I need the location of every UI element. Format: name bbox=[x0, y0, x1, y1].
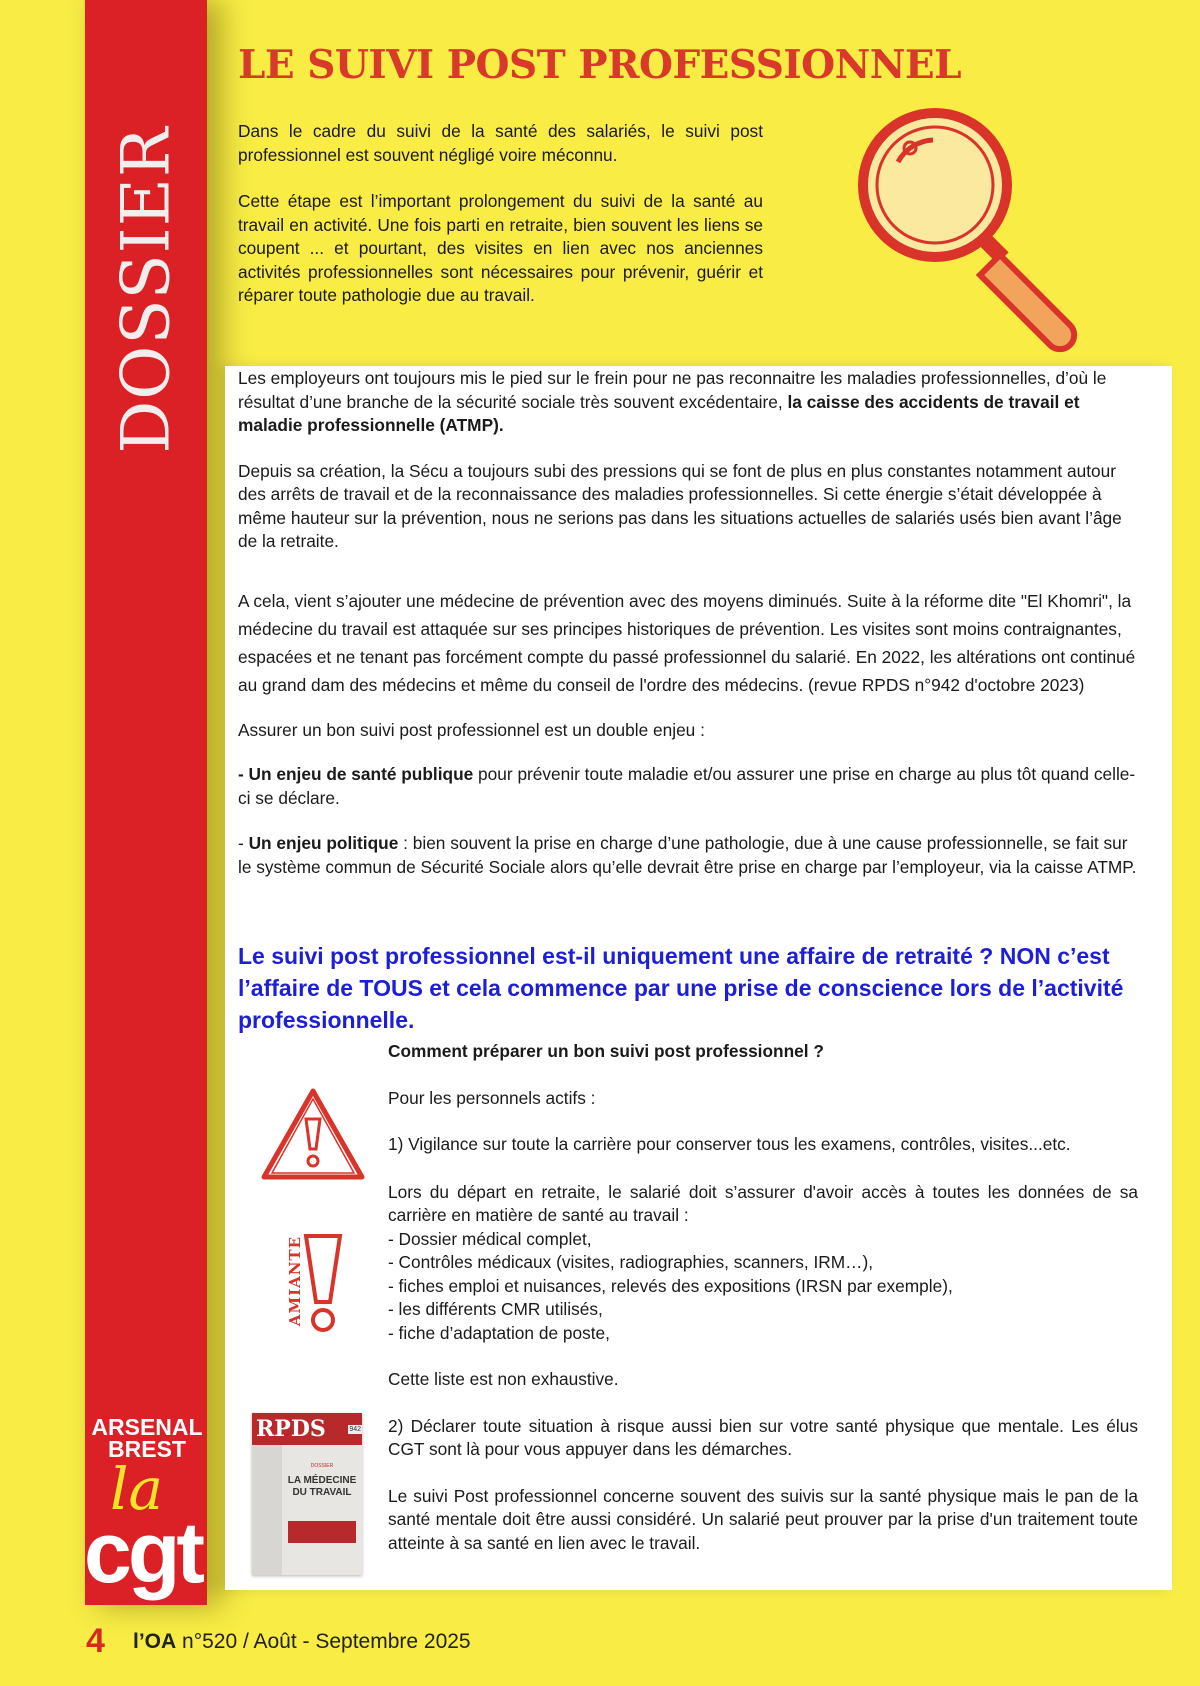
documents-list bbox=[388, 1228, 1138, 1346]
warning-triangle-icon bbox=[258, 1085, 368, 1185]
amiante-label: AMIANTE bbox=[286, 1235, 305, 1327]
logo-line2: BREST bbox=[108, 1436, 186, 1462]
intro-paragraph: Dans le cadre du suivi de la santé des salariés, le suivi post professionnel est souvent négligé voire méconnu. bbox=[238, 121, 763, 165]
how-to-section bbox=[388, 1040, 1138, 1555]
rpds-headline: LA MÉDECINE DU TRAVAIL bbox=[287, 1475, 357, 1498]
rpds-title: RPDS bbox=[256, 1416, 326, 1442]
publication-name: l’OA bbox=[133, 1630, 177, 1653]
enjeu-sante-text: pour prévenir toute maladie et/ou assurer une prise en charge au plus tôt quand celle-ci se déclare. bbox=[238, 764, 1136, 808]
footer-issue bbox=[133, 1630, 471, 1654]
closing-paragraph: Le suivi Post professionnel concerne souvent des suivis sur la santé physique mais le pan de la santé mentale doit être aussi considéré. Un salarié peut prouver par la prise d'un traitement toute atteinte à sa santé en lien avec le travail. bbox=[388, 1485, 1138, 1553]
list-item: - Contrôles médicaux (visites, radiographies, scanners, IRM…), bbox=[388, 1252, 874, 1272]
intro bbox=[238, 120, 763, 331]
paragraph: Assurer un bon suivi post professionnel est un double enjeu : bbox=[238, 719, 705, 740]
enjeu-sante-label: - Un enjeu de santé publique bbox=[238, 764, 474, 784]
item-1: 1) Vigilance sur toute la carrière pour conserver tous les examens, contrôles, visites...etc. bbox=[388, 1134, 1071, 1154]
list-item: - fiche d’adaptation de poste, bbox=[388, 1322, 610, 1343]
rpds-number: 942 bbox=[349, 1425, 361, 1433]
list-item: - les différents CMR utilisés, bbox=[388, 1299, 603, 1319]
intro-paragraph: Cette étape est l’important prolongement du suivi de la santé au travail en activité. Une fois parti en retraite, bien souvent les liens se coupent ... et pourtant, des visites en lien avec nos anciennes activités professionnelles sont nécessaires pour prévenir, guérir et réparer toute pathologie due au travail. bbox=[238, 191, 763, 305]
dossier-label: DOSSIER bbox=[107, 126, 185, 454]
magnifier-icon bbox=[840, 100, 1100, 360]
issue-info: n°520 / Août - Septembre 2025 bbox=[182, 1630, 471, 1653]
paragraph: Les employeurs ont toujours mis le pied sur le frein pour ne pas reconnaitre les maladies professionnelles, d’où le résultat d’une branche de la sécurité sociale très souvent excédentaire, bbox=[238, 368, 1107, 412]
logo-la: la bbox=[110, 1455, 164, 1523]
list-note: Cette liste est non exhaustive. bbox=[388, 1369, 619, 1389]
section-subheading: Pour les personnels actifs : bbox=[388, 1087, 596, 1108]
arsenal-brest-logo bbox=[88, 1416, 206, 1460]
page-number: 4 bbox=[86, 1622, 105, 1660]
logo-cgt: cgt bbox=[84, 1505, 201, 1601]
dash: - bbox=[238, 833, 249, 853]
logo-line1: ARSENAL bbox=[91, 1414, 203, 1440]
list-item: - fiches emploi et nuisances, relevés des expositions (IRSN par exemple), bbox=[388, 1275, 953, 1296]
retraite-paragraph: Lors du départ en retraite, le salarié doit s’assurer d'avoir accès à toutes les données de sa carrière en matière de santé au travail : bbox=[388, 1181, 1138, 1225]
enjeu-politique-label: Un enjeu politique bbox=[248, 833, 399, 853]
paragraph: Depuis sa création, la Sécu a toujours subi des pressions qui se font de plus en plus constantes notamment autour des arrêts de travail et de la reconnaissance des maladies professionnelles. Si cette énergie s’était développée à même hauteur sur la prévention, nous ne serions pas dans les situations actuelles de salariés usés bien avant l’âge de la retraite. bbox=[238, 460, 1122, 551]
rpds-dossier: DOSSIER bbox=[310, 1463, 334, 1469]
list-item: - Dossier médical complet, bbox=[388, 1228, 592, 1249]
paragraph: A cela, vient s’ajouter une médecine de prévention avec des moyens diminués. Suite à la réforme dite "El Khomri", la médecine du travail est attaquée sur ses principes historiques de prévention. Les visites sont moins contraignantes, espacées et ne tenant pas forcément compte du passé professionnel du salarié. En 2022, les altérations ont continué au grand dam des médecins et même du conseil de l'ordre des médecins. (revue RPDS n°942 d'octobre 2023) bbox=[238, 590, 1136, 695]
main-text bbox=[238, 367, 1138, 879]
amiante-icon bbox=[272, 1232, 352, 1337]
enjeu-politique-text: : bien souvent la prise en charge d’une pathologie, due à une cause professionnelle, se fait sur le système commun de Sécurité Sociale alors qu’elle devrait être prise en charge par l’employeur, via la caisse ATMP. bbox=[238, 833, 1137, 877]
rpds-magazine-cover bbox=[252, 1413, 362, 1575]
highlight-question: Le suivi post professionnel est-il uniquement une affaire de retraité ? NON c’est l’affaire de TOUS et cela commence par une prise de conscience lors de l’activité professionnelle. bbox=[238, 943, 1124, 1033]
item-2: 2) Déclarer toute situation à risque aussi bien sur votre santé physique que mentale. Les élus CGT sont là pour vous appuyer dans les démarches. bbox=[388, 1415, 1138, 1459]
section-heading: Comment préparer un bon suivi post professionnel ? bbox=[388, 1041, 824, 1061]
atmp-bold: la caisse des accidents de travail et maladie professionnelle (ATMP). bbox=[238, 391, 1080, 435]
page-title: LE SUIVI POST PROFESSIONNEL bbox=[238, 42, 962, 88]
